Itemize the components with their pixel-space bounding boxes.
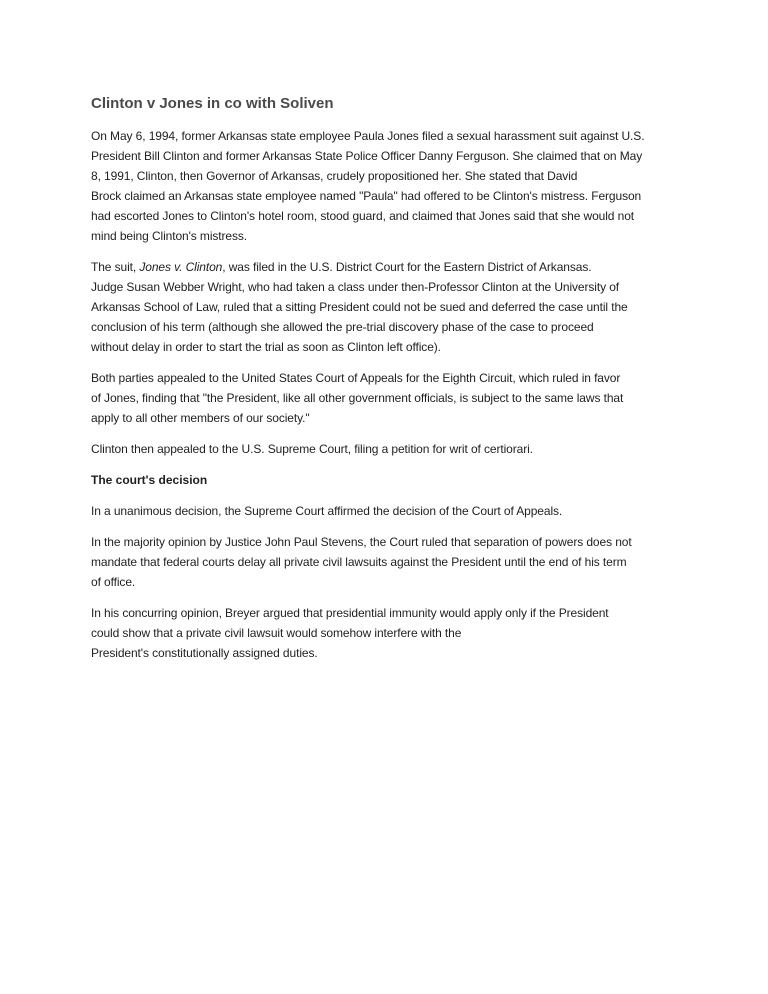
paragraph-background (91, 126, 681, 246)
paragraph-appeal (91, 368, 681, 428)
text-line: On May 6, 1994, former Arkansas state employee Paula Jones filed a sexual harassment suit against U.S. (91, 129, 645, 143)
text-line: apply to all other members of our society." (91, 411, 310, 425)
document-title: Clinton v Jones in co with Soliven (91, 95, 334, 112)
text-line: In a unanimous decision, the Supreme Court affirmed the decision of the Court of Appeals. (91, 504, 563, 518)
section-heading: The court's decision (91, 473, 208, 487)
paragraph-certiorari (91, 439, 681, 459)
text-line: without delay in order to start the trial as soon as Clinton left office). (91, 340, 441, 354)
case-name: Jones v. Clinton (139, 260, 223, 274)
text-line: Judge Susan Webber Wright, who had taken a class under then-Professor Clinton at the University of (91, 280, 620, 294)
text-line: Clinton then appealed to the U.S. Supreme Court, filing a petition for writ of certiorari. (91, 442, 533, 456)
paragraph-suit (91, 257, 681, 357)
text-line: had escorted Jones to Clinton's hotel room, stood guard, and claimed that Jones said that she would not (91, 209, 634, 223)
text-fragment: , was filed in the U.S. District Court for the Eastern District of Arkansas. (222, 260, 592, 274)
text-line: Both parties appealed to the United States Court of Appeals for the Eighth Circuit, which ruled in favor (91, 371, 621, 385)
text-line: mind being Clinton's mistress. (91, 229, 248, 243)
text-line: could show that a private civil lawsuit would somehow interfere with the (91, 626, 462, 640)
document-page (91, 94, 681, 674)
text-line: President Bill Clinton and former Arkansas State Police Officer Danny Ferguson. She claimed that on May (91, 149, 643, 163)
text-line: President's constitutionally assigned duties. (91, 646, 318, 660)
text-line: Brock claimed an Arkansas state employee named "Paula" had offered to be Clinton's mistress. Ferguson (91, 189, 642, 203)
text-line: In his concurring opinion, Breyer argued that presidential immunity would apply only if the President (91, 606, 609, 620)
paragraph-majority-opinion (91, 532, 681, 592)
text-line: Arkansas School of Law, ruled that a sitting President could not be sued and deferred the case until the (91, 300, 628, 314)
text-line: 8, 1991, Clinton, then Governor of Arkansas, crudely propositioned her. She stated that David (91, 169, 578, 183)
text-line (91, 257, 681, 277)
paragraph-decision (91, 501, 681, 521)
text-fragment: The suit, (91, 260, 140, 274)
text-line: mandate that federal courts delay all private civil lawsuits against the President until the end of his term (91, 555, 627, 569)
text-line: of Jones, finding that "the President, like all other government officials, is subject to the same laws that (91, 391, 624, 405)
paragraph-concurring-opinion (91, 603, 681, 663)
text-line: In the majority opinion by Justice John Paul Stevens, the Court ruled that separation of powers does not (91, 535, 632, 549)
text-line: conclusion of his term (although she allowed the pre-trial discovery phase of the case to proceed (91, 320, 594, 334)
text-line: of office. (91, 575, 136, 589)
